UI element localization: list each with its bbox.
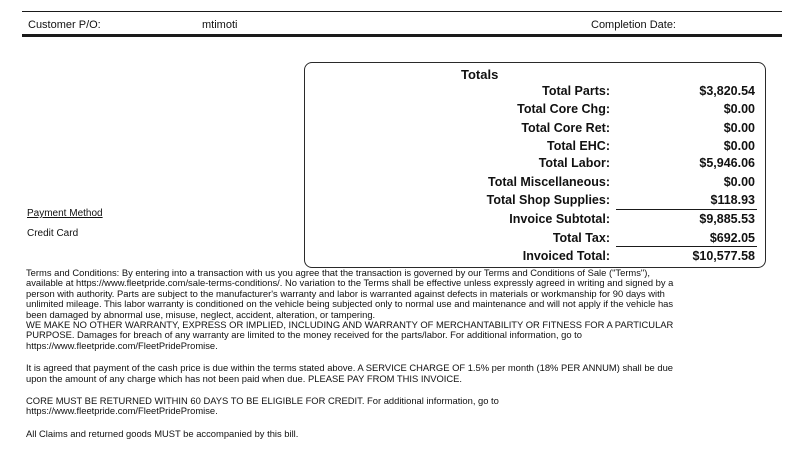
total-labor-value: $5,946.06 — [699, 156, 755, 170]
warranty-line: PURPOSE. Damages for breach of any warranty are limited to the money received for the parts/labor. For additional information, go to — [26, 329, 582, 341]
terms-and-conditions — [26, 268, 766, 439]
total-shop-supplies-label: Total Shop Supplies: — [486, 192, 610, 207]
terms-line: available at https://www.fleetpride.com/sale-terms-conditions/. No variation to the Terms shall be effective unless expressly agreed in writing and signed by a — [26, 277, 674, 289]
total-tax-label: Total Tax: — [552, 231, 610, 245]
total-parts-label: Total Parts: — [542, 84, 610, 98]
total-parts-row — [305, 83, 765, 101]
total-labor-row — [305, 155, 765, 173]
core-return-line: CORE MUST BE RETURNED WITHIN 60 DAYS TO BE ELIGIBLE FOR CREDIT. For additional information, go to — [26, 395, 499, 407]
warranty-url: https://www.fleetpride.com/FleetPridePromise. — [26, 339, 218, 351]
total-labor-label: Total Labor: — [538, 156, 610, 170]
total-core-ret-label: Total Core Ret: — [521, 121, 610, 135]
payment-method-value: Credit Card — [27, 228, 79, 239]
invoiced-total-label: Invoiced Total: — [522, 249, 610, 263]
total-core-chg-label: Total Core Chg: — [517, 101, 610, 116]
terms-line: Terms and Conditions: By entering into a transaction with us you agree that the transaction is governed by our Terms and Conditions of Sale ("Terms"), — [26, 267, 650, 278]
terms-line: person with authority. Parts are subject to the manufacturer's warranty and labor is warranted against defects in materials or workmanship for 90 days with — [26, 287, 665, 299]
subtotal-rule — [616, 209, 757, 210]
claims-line: All Claims and returned goods MUST be accompanied by this bill. — [26, 427, 299, 439]
payment-terms-line: It is agreed that payment of the cash price is due within the terms stated above. A SERVICE CHARGE OF 1.5% per month (18% PER ANNUM) shall be due — [26, 362, 674, 374]
customer-po-label: Customer P/O: — [28, 19, 101, 31]
total-shop-supplies-row — [305, 192, 765, 210]
invoice-subtotal-value: $9,885.53 — [699, 212, 755, 226]
total-shop-supplies-value: $118.93 — [710, 192, 755, 207]
invoiced-total-row — [305, 248, 765, 266]
totals-title: Totals — [461, 67, 499, 82]
totals-box — [304, 62, 766, 268]
total-miscellaneous-value: $0.00 — [723, 175, 755, 189]
customer-header-bar — [22, 11, 782, 37]
total-core-chg-value: $0.00 — [723, 101, 755, 116]
total-core-ret-value: $0.00 — [723, 121, 755, 135]
invoice-subtotal-row — [305, 211, 765, 229]
total-core-ret-row — [305, 120, 765, 138]
core-return-url: https://www.fleetpride.com/FleetPridePromise. — [26, 405, 218, 417]
invoiced-total-value: $10,577.58 — [692, 249, 755, 263]
total-rule — [616, 246, 757, 247]
total-ehc-row — [305, 138, 765, 156]
completion-date-label: Completion Date: — [591, 19, 676, 31]
total-miscellaneous-label: Total Miscellaneous: — [487, 175, 610, 189]
total-tax-value: $692.05 — [709, 231, 755, 245]
payment-terms-line: upon the amount of any charge which has not been paid when due. PLEASE PAY FROM THIS INVOICE. — [26, 372, 463, 384]
total-ehc-label: Total EHC: — [547, 138, 610, 153]
terms-line: been damaged by abnormal use, misuse, neglect, accident, alteration, or tampering. — [26, 308, 376, 320]
warranty-line: WE MAKE NO OTHER WARRANTY, EXPRESS OR IMPLIED, INCLUDING AND WARRANTY OF MERCHANTABILITY OR FITNESS FOR A PARTICULAR — [26, 319, 674, 331]
total-parts-value: $3,820.54 — [699, 84, 755, 98]
terms-line: unlimited mileage. This labor warranty is conditioned on the vehicle being subjected only to normal use and maintenance and will not apply if the vehicle has — [26, 298, 674, 310]
total-core-chg-row — [305, 101, 765, 119]
invoice-subtotal-label: Invoice Subtotal: — [509, 212, 610, 226]
total-miscellaneous-row — [305, 174, 765, 192]
payment-method-label: Payment Method — [27, 208, 103, 219]
total-ehc-value: $0.00 — [723, 138, 755, 153]
customer-po-value: mtimoti — [202, 19, 238, 31]
